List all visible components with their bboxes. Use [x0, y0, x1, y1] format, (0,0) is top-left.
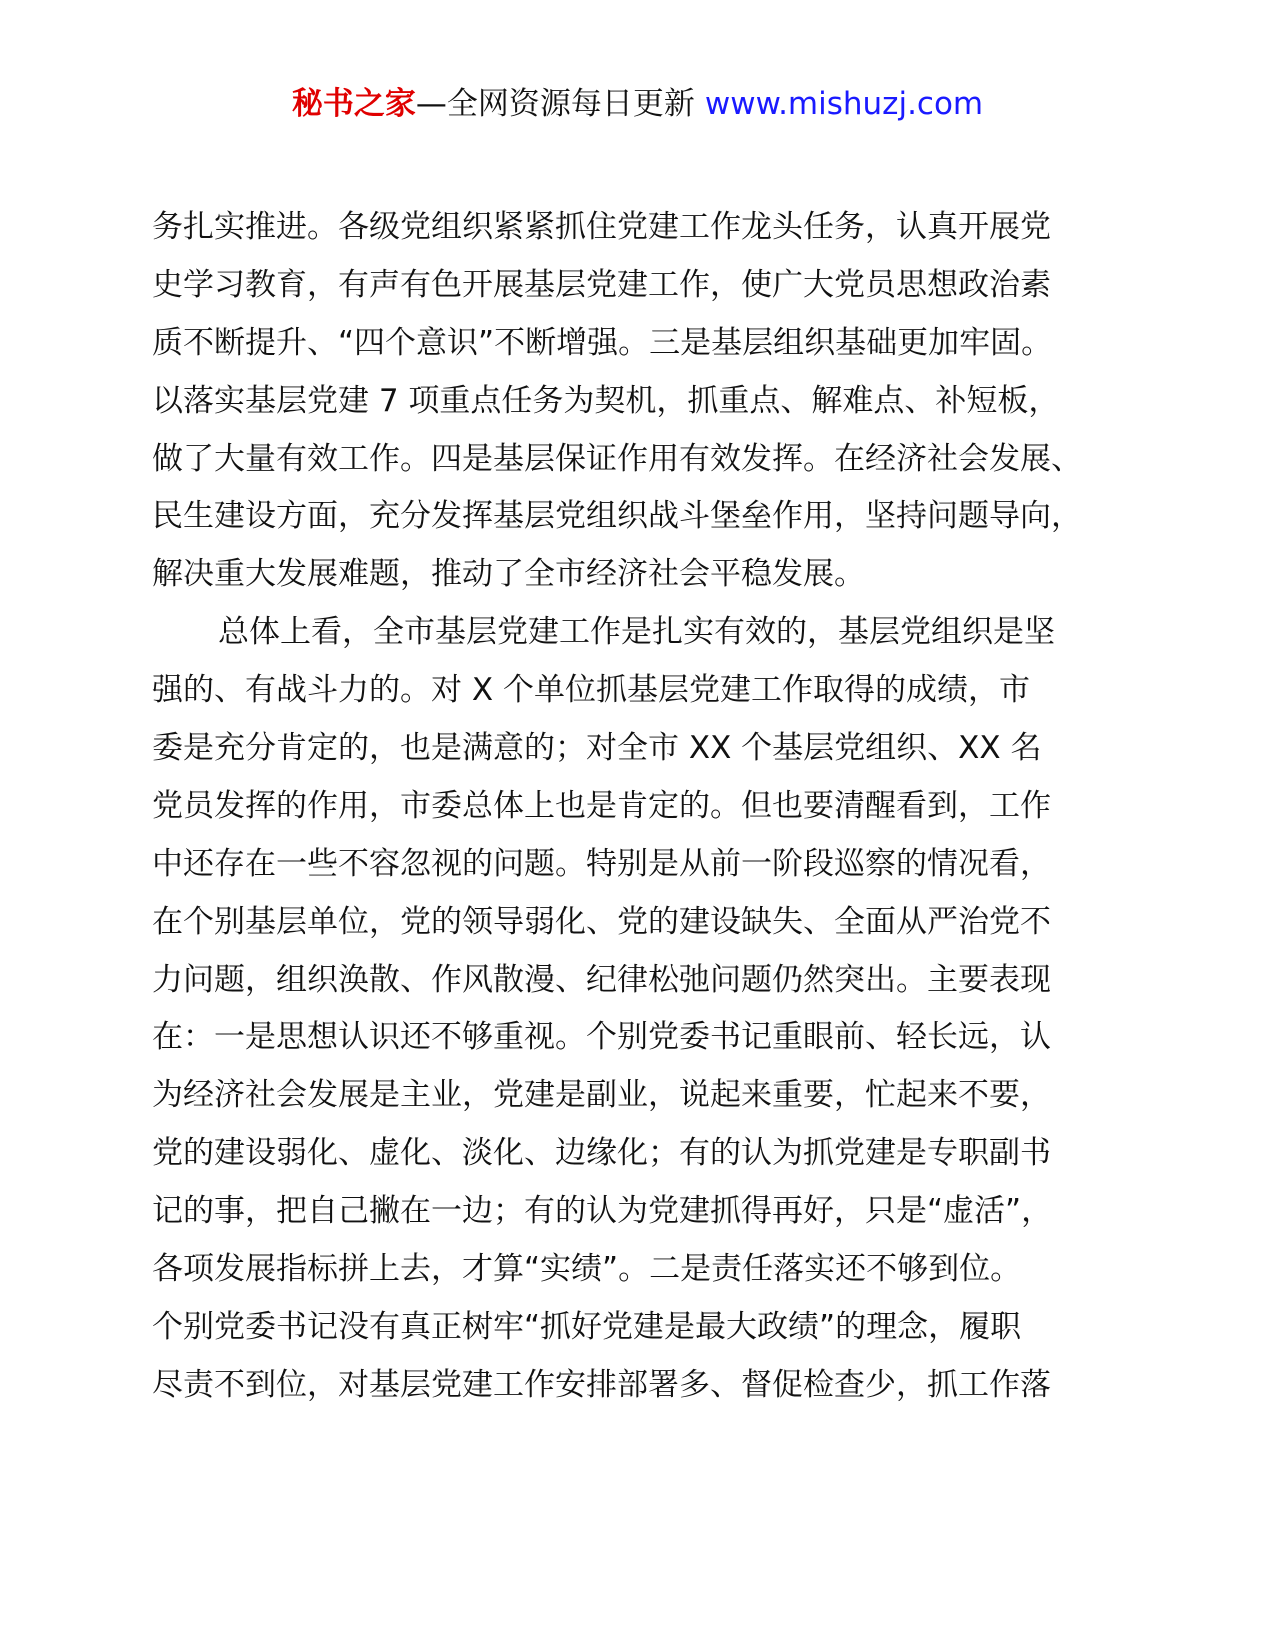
text-line: 史学习教育，有声有色开展基层党建工作，使广大党员思想政治素: [152, 266, 1051, 303]
text-line: 各项发展指标拼上去，才算“实绩”。二是责任落实还不够到位。: [152, 1251, 1022, 1288]
text-line: 以落实基层党建 7 项重点任务为契机，抓重点、解难点、补短板，: [152, 382, 1060, 419]
document-body: [152, 199, 1142, 1415]
text-line: 解决重大发展难题，推动了全市经济社会平稳发展。: [152, 556, 865, 593]
text-line: 力问题，组织涣散、作风散漫、纪律松弛问题仍然突出。主要表现: [152, 961, 1051, 998]
text-line: 强的、有战斗力的。对 X 个单位抓基层党建工作取得的成绩，市: [152, 672, 1030, 709]
text-line: 民生建设方面，充分发挥基层党组织战斗堡垒作用，坚持问题导向，: [152, 498, 1082, 535]
text-line: 个别党委书记没有真正树牢“抓好党建是最大政绩”的理念，履职: [152, 1308, 1022, 1345]
text-line: 党的建设弱化、虚化、淡化、边缘化；有的认为抓党建是专职副书: [152, 1135, 1051, 1172]
brand-name: 秘书之家: [291, 86, 416, 122]
header-slogan: —全网资源每日更新: [415, 86, 695, 122]
text-line: 尽责不到位，对基层党建工作安排部署多、督促检查少，抓工作落: [152, 1366, 1051, 1403]
text-line: 记的事，把自己撇在一边；有的认为党建抓得再好，只是“虚活”，: [152, 1193, 1053, 1230]
page-header: [0, 82, 1275, 126]
text-line: 中还存在一些不容忽视的问题。特别是从前一阶段巡察的情况看，: [152, 845, 1051, 882]
text-line: 在：一是思想认识还不够重视。个别党委书记重眼前、轻长远，认: [152, 1019, 1051, 1056]
text-line: 质不断提升、“四个意识”不断增强。三是基层组织基础更加牢固。: [152, 324, 1053, 361]
text-line: 党员发挥的作用，市委总体上也是肯定的。但也要清醒看到，工作: [152, 787, 1051, 824]
paragraph-start-line: 总体上看，全市基层党建工作是扎实有效的，基层党组织是坚: [218, 614, 1055, 651]
text-line: 务扎实推进。各级党组织紧紧抓住党建工作龙头任务，认真开展党: [152, 209, 1051, 245]
text-line: 在个别基层单位，党的领导弱化、党的建设缺失、全面从严治党不: [152, 903, 1051, 940]
website-link[interactable]: www.mishuzj.com: [704, 86, 984, 122]
text-line: 委是充分肯定的，也是满意的；对全市 XX 个基层党组织、XX 名: [152, 730, 1042, 767]
text-line: 为经济社会发展是主业，党建是副业，说起来重要，忙起来不要，: [152, 1077, 1051, 1114]
text-line: 做了大量有效工作。四是基层保证作用有效发挥。在经济社会发展、: [152, 440, 1082, 477]
